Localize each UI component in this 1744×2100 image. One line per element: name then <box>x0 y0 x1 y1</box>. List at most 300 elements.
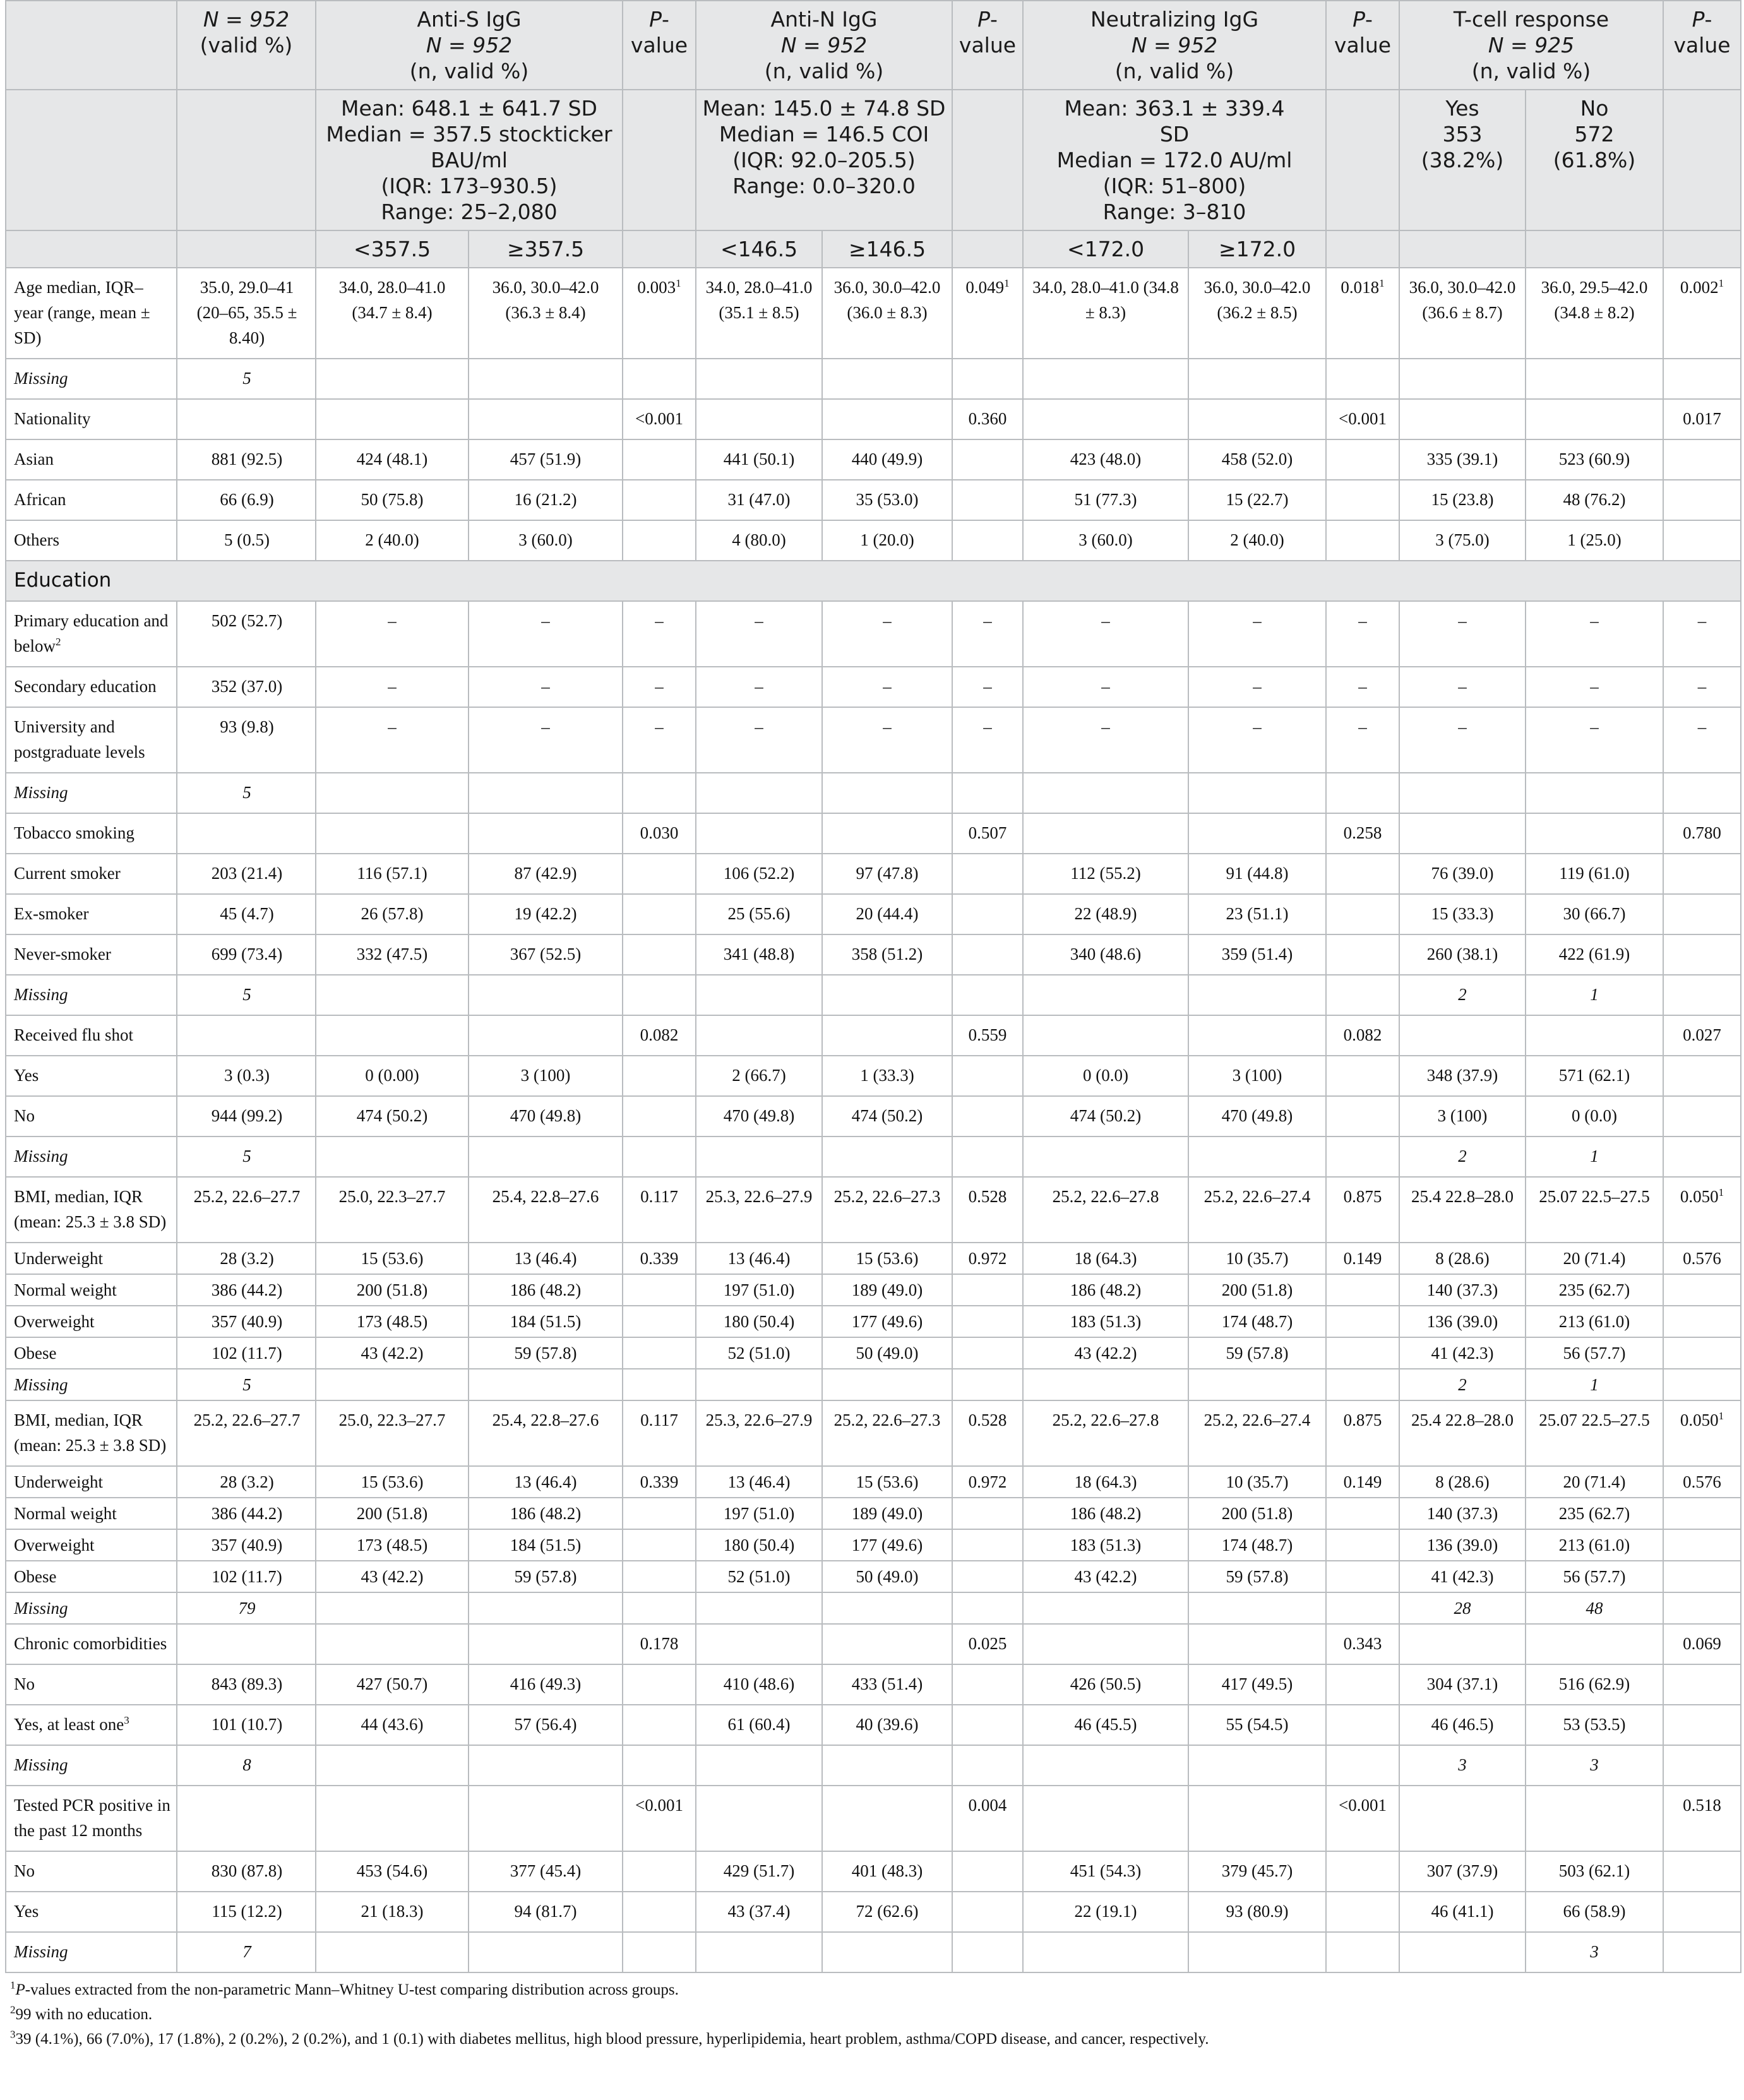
table-cell <box>177 1892 316 1932</box>
table-cell <box>1526 601 1663 667</box>
table-cell <box>1663 854 1741 894</box>
row-label <box>6 1664 177 1705</box>
table-cell <box>1326 1932 1399 1972</box>
table-cell <box>623 1337 696 1369</box>
row-label-text: Ex-smoker <box>14 904 89 923</box>
table-cell <box>696 1705 822 1745</box>
anti-n-summary <box>696 90 952 230</box>
cell-value: 235 (62.7) <box>1558 1504 1630 1523</box>
table-cell <box>1399 601 1526 667</box>
table-cell <box>822 667 952 707</box>
table-cell <box>1188 1592 1326 1624</box>
cell-value: 59 (57.8) <box>514 1344 577 1363</box>
table-cell <box>952 667 1023 707</box>
cell-value: 28 <box>1454 1599 1471 1618</box>
table-row <box>6 773 1741 813</box>
cell-value: – <box>1253 611 1262 630</box>
table-cell <box>1399 1498 1526 1529</box>
table-cell <box>316 1137 469 1177</box>
table-cell <box>1023 1529 1188 1561</box>
table-cell <box>177 1529 316 1561</box>
table-cell <box>623 268 696 359</box>
cell-value: 1 <box>1590 1375 1599 1394</box>
cell-value: 348 (37.9) <box>1426 1066 1498 1085</box>
cell-value: 31 (47.0) <box>727 490 791 509</box>
table-cell <box>952 1243 1023 1274</box>
table-cell <box>1663 1177 1741 1243</box>
cell-value: 440 (49.9) <box>851 450 923 468</box>
header-blank <box>1326 90 1399 230</box>
cell-value: 52 (51.0) <box>727 1567 791 1586</box>
table-cell <box>623 894 696 934</box>
cell-value: 427 (50.7) <box>356 1674 428 1693</box>
header-total: N = 952 (valid %) <box>177 1 316 90</box>
cell-value: 386 (44.2) <box>211 1280 283 1299</box>
cell-value: 43 (42.2) <box>1074 1344 1137 1363</box>
table-row <box>6 1561 1741 1592</box>
table-cell <box>1188 480 1326 520</box>
table-cell <box>469 1592 623 1624</box>
header-blank <box>1326 230 1399 268</box>
table-cell <box>696 480 822 520</box>
table-cell <box>316 359 469 399</box>
neutralizing-high-header: ≥172.0 <box>1188 230 1326 268</box>
table-cell <box>623 1932 696 1972</box>
cell-value: 25.0, 22.3–27.7 <box>338 1411 446 1429</box>
table-cell <box>952 1498 1023 1529</box>
table-cell <box>469 1664 623 1705</box>
table-cell <box>469 894 623 934</box>
table-cell <box>1399 1400 1526 1466</box>
table-cell <box>1023 359 1188 399</box>
table-cell <box>1326 707 1399 773</box>
table-cell <box>1526 1624 1663 1664</box>
cell-value: 0.049 <box>965 278 1005 297</box>
table-cell <box>1326 894 1399 934</box>
table-cell <box>1526 1851 1663 1892</box>
row-label-text: Missing <box>14 1755 68 1774</box>
cell-value: 0.339 <box>640 1472 679 1491</box>
table-cell <box>1023 1015 1188 1056</box>
cell-value: 0.875 <box>1343 1411 1382 1429</box>
table-cell <box>1663 1337 1741 1369</box>
cell-value: 25.2, 22.6–27.8 <box>1052 1411 1159 1429</box>
cell-value: 25.07 22.5–27.5 <box>1539 1187 1650 1206</box>
table-cell <box>1188 359 1326 399</box>
cell-value: – <box>755 677 763 696</box>
table-cell <box>1399 1892 1526 1932</box>
table-cell <box>822 1369 952 1400</box>
cell-value: <0.001 <box>1339 409 1387 428</box>
table-cell <box>822 1243 952 1274</box>
table-cell <box>316 813 469 854</box>
cell-value: 3 <box>1590 1755 1599 1774</box>
row-label <box>6 1015 177 1056</box>
cell-value: 25.2, 22.6–27.4 <box>1203 1411 1311 1429</box>
table-cell <box>822 1337 952 1369</box>
cell-value: 0.117 <box>640 1411 678 1429</box>
row-label <box>6 268 177 359</box>
row-label <box>6 1624 177 1664</box>
cell-value: 5 (0.5) <box>224 530 270 549</box>
table-cell <box>1023 1337 1188 1369</box>
cell-value: 59 (57.8) <box>514 1567 577 1586</box>
table-cell <box>1526 1015 1663 1056</box>
cell-value: 10 (35.7) <box>1226 1249 1289 1268</box>
table-cell <box>623 520 696 561</box>
cell-value: 115 (12.2) <box>212 1902 282 1921</box>
cell-value: 503 (62.1) <box>1558 1861 1630 1880</box>
cell-value: 25.2, 22.6–27.4 <box>1203 1187 1311 1206</box>
table-cell <box>1526 1137 1663 1177</box>
table-cell <box>1188 773 1326 813</box>
table-cell <box>623 1306 696 1337</box>
cell-value: 34.0, 28.0–41.0 (35.1 ± 8.5) <box>705 278 813 322</box>
cell-value: 457 (51.9) <box>510 450 582 468</box>
summary-line: (IQR: 51–800) <box>1102 174 1246 198</box>
table-cell <box>316 1096 469 1137</box>
cell-value: 357 (40.9) <box>211 1536 283 1554</box>
table-cell <box>1023 975 1188 1015</box>
cell-value: 0.069 <box>1683 1634 1721 1653</box>
cell-value: 523 (60.9) <box>1558 450 1630 468</box>
table-cell <box>1326 1561 1399 1592</box>
cell-value: 30 (66.7) <box>1563 904 1626 923</box>
cell-value: – <box>1697 677 1707 696</box>
cell-value: 335 (39.1) <box>1426 450 1498 468</box>
row-label-text: Obese <box>14 1344 57 1363</box>
table-cell <box>316 1177 469 1243</box>
table-cell <box>1188 1932 1326 1972</box>
table-cell <box>952 1015 1023 1056</box>
table-cell <box>1326 1400 1399 1466</box>
table-cell <box>469 1096 623 1137</box>
cell-value: <0.001 <box>635 1796 683 1815</box>
table-cell <box>623 1056 696 1096</box>
table-cell <box>1663 1745 1741 1786</box>
table-cell <box>1663 268 1741 359</box>
cell-value: 433 (51.4) <box>851 1674 923 1693</box>
cell-value: 36.0, 30.0–42.0 (36.2 ± 8.5) <box>1203 278 1311 322</box>
footnote-mark: 1 <box>1379 277 1385 289</box>
table-cell <box>623 1851 696 1892</box>
table-cell <box>177 854 316 894</box>
cell-value: 5 <box>242 369 251 388</box>
table-cell <box>1326 601 1399 667</box>
table-cell <box>1188 1664 1326 1705</box>
table-row <box>6 813 1741 854</box>
cell-value: 8 (28.6) <box>1435 1249 1490 1268</box>
table-cell <box>316 480 469 520</box>
row-label-text: Normal weight <box>14 1504 117 1523</box>
row-label-text: University and postgraduate levels <box>14 717 145 761</box>
table-cell <box>1023 934 1188 975</box>
footnote-number: 2 <box>10 2003 16 2016</box>
cell-value: – <box>755 611 763 630</box>
cell-value: – <box>655 611 664 630</box>
table-cell <box>952 894 1023 934</box>
table-cell <box>952 1400 1023 1466</box>
row-label-text: Yes <box>14 1066 39 1085</box>
table-cell <box>952 1177 1023 1243</box>
cell-value: 0.030 <box>640 823 679 842</box>
row-label-text: Tobacco smoking <box>14 823 134 842</box>
table-cell <box>1663 1400 1741 1466</box>
table-cell <box>1188 1015 1326 1056</box>
table-cell <box>177 1177 316 1243</box>
cell-value: – <box>1253 717 1262 736</box>
table-cell <box>1023 1243 1188 1274</box>
cell-value: 25.2, 22.6–27.7 <box>193 1411 301 1429</box>
table-cell <box>696 601 822 667</box>
cell-value: 0.507 <box>968 823 1007 842</box>
cell-value: 25.4 22.8–28.0 <box>1411 1411 1514 1429</box>
row-label <box>6 1705 177 1745</box>
footnote <box>10 2005 1740 2024</box>
table-cell <box>952 975 1023 1015</box>
table-cell <box>1326 1015 1399 1056</box>
cell-value: 3 (100) <box>520 1066 571 1085</box>
table-cell <box>623 1498 696 1529</box>
footnote-text: 99 with no education. <box>15 2006 153 2023</box>
cell-value: 53 (53.5) <box>1563 1715 1626 1734</box>
row-label-text: No <box>14 1674 35 1693</box>
table-cell <box>1663 399 1741 439</box>
table-cell <box>696 520 822 561</box>
table-cell <box>1526 1561 1663 1592</box>
results-table <box>5 0 1741 1973</box>
table-cell <box>822 520 952 561</box>
summary-line: Median = 357.5 stockticker BAU/ml <box>326 122 612 172</box>
table-cell <box>469 854 623 894</box>
cell-value: <0.001 <box>1339 1796 1387 1815</box>
table-cell <box>316 1529 469 1561</box>
table-cell <box>696 1137 822 1177</box>
cell-value: 0.082 <box>640 1025 679 1044</box>
table-cell <box>469 1137 623 1177</box>
cell-value: 119 (61.0) <box>1559 864 1630 883</box>
cell-value: 200 (51.8) <box>1221 1504 1293 1523</box>
row-label-text: Current smoker <box>14 864 121 883</box>
cell-value: 186 (48.2) <box>1070 1280 1142 1299</box>
table-cell <box>1399 1369 1526 1400</box>
table-cell <box>177 1369 316 1400</box>
table-cell <box>1023 1745 1188 1786</box>
table-cell <box>1663 1015 1741 1056</box>
table-cell <box>1399 1466 1526 1498</box>
table-cell <box>1663 1274 1741 1306</box>
table-cell <box>1188 1624 1326 1664</box>
cell-value: 0.082 <box>1343 1025 1382 1044</box>
table-cell <box>696 1274 822 1306</box>
cell-value: 0.972 <box>968 1249 1007 1268</box>
table-cell <box>469 934 623 975</box>
table-cell <box>1526 1056 1663 1096</box>
table-cell <box>1188 813 1326 854</box>
table-cell <box>1663 1529 1741 1561</box>
table-cell <box>623 1096 696 1137</box>
table-row <box>6 1243 1741 1274</box>
table-cell <box>469 1851 623 1892</box>
table-cell <box>469 667 623 707</box>
cell-value: 15 (53.6) <box>856 1472 919 1491</box>
cell-value: 55 (54.5) <box>1226 1715 1289 1734</box>
table-row <box>6 1745 1741 1786</box>
table-cell <box>1399 1624 1526 1664</box>
row-label <box>6 520 177 561</box>
table-cell <box>469 268 623 359</box>
table-cell <box>952 1592 1023 1624</box>
table-cell <box>316 601 469 667</box>
table-cell <box>822 1592 952 1624</box>
pvalue-value: value <box>630 33 688 57</box>
table-cell <box>1326 399 1399 439</box>
cell-value: 20 (71.4) <box>1563 1249 1626 1268</box>
table-cell <box>1023 1592 1188 1624</box>
table-cell <box>1399 1745 1526 1786</box>
row-label-text: BMI, median, IQR (mean: 25.3 ± 3.8 SD) <box>14 1411 167 1455</box>
cell-value: 41 (42.3) <box>1431 1567 1494 1586</box>
cell-value: 13 (46.4) <box>727 1472 791 1491</box>
table-cell <box>623 1369 696 1400</box>
table-row <box>6 1851 1741 1892</box>
table-cell <box>1188 1705 1326 1745</box>
table-cell <box>952 934 1023 975</box>
table-cell <box>1326 1529 1399 1561</box>
table-cell <box>822 1624 952 1664</box>
summary-line: Range: 25–2,080 <box>381 200 558 224</box>
table-cell <box>822 1015 952 1056</box>
cell-value: – <box>1697 717 1707 736</box>
table-cell <box>1023 773 1188 813</box>
cell-value: – <box>1590 611 1599 630</box>
row-label-text: Underweight <box>14 1472 103 1491</box>
table-cell <box>469 1498 623 1529</box>
header-blank <box>952 90 1023 230</box>
table-cell <box>1326 854 1399 894</box>
cell-value: – <box>655 677 664 696</box>
cell-value: – <box>1697 611 1707 630</box>
cell-value: 34.0, 28.0–41.0 (34.8 ± 8.3) <box>1032 278 1179 322</box>
table-cell <box>1188 1369 1326 1400</box>
table-cell <box>1188 1400 1326 1466</box>
table-cell <box>1663 667 1741 707</box>
table-cell <box>952 1851 1023 1892</box>
table-row <box>6 480 1741 520</box>
cell-value: 2 (66.7) <box>732 1066 786 1085</box>
pvalue-dash: - <box>989 7 998 32</box>
cell-value: – <box>983 717 992 736</box>
pvalue-p: P <box>1353 7 1365 32</box>
row-label <box>6 894 177 934</box>
table-cell <box>469 1400 623 1466</box>
cell-value: 15 (53.6) <box>856 1249 919 1268</box>
cell-value: 357 (40.9) <box>211 1312 283 1331</box>
neutralizing-low-header: <172.0 <box>1023 230 1188 268</box>
table-cell <box>1023 813 1188 854</box>
table-cell <box>1023 707 1188 773</box>
table-cell <box>469 1056 623 1096</box>
table-cell <box>696 399 822 439</box>
header-blank <box>6 90 177 230</box>
table-cell <box>623 667 696 707</box>
table-cell <box>623 439 696 480</box>
table-cell <box>177 268 316 359</box>
table-cell <box>952 601 1023 667</box>
table-cell <box>1526 1243 1663 1274</box>
summary-line: Range: 0.0–320.0 <box>732 174 916 198</box>
table-cell <box>1399 1056 1526 1096</box>
footnote-number: 3 <box>10 2028 16 2041</box>
table-cell <box>469 1705 623 1745</box>
cell-value: – <box>541 717 550 736</box>
table-cell <box>1326 1369 1399 1400</box>
table-cell <box>822 894 952 934</box>
table-cell <box>1526 1529 1663 1561</box>
cell-value: 502 (52.7) <box>211 611 283 630</box>
table-cell <box>822 854 952 894</box>
table-cell <box>469 1561 623 1592</box>
table-cell <box>822 975 952 1015</box>
cell-value: 2 <box>1458 985 1467 1004</box>
table-cell <box>822 1466 952 1498</box>
cell-value: 173 (48.5) <box>356 1536 428 1554</box>
table-cell <box>1023 1498 1188 1529</box>
row-label-text: Chronic comorbidities <box>14 1634 167 1653</box>
row-label <box>6 1400 177 1466</box>
cell-value: 13 (46.4) <box>514 1249 577 1268</box>
table-cell <box>316 667 469 707</box>
table-cell <box>316 1369 469 1400</box>
cell-value: 66 (58.9) <box>1563 1902 1626 1921</box>
cell-value: 458 (52.0) <box>1221 450 1293 468</box>
table-cell <box>1663 1892 1741 1932</box>
cell-value: 0.339 <box>640 1249 679 1268</box>
table-cell <box>1663 1624 1741 1664</box>
cell-value: – <box>1590 717 1599 736</box>
table-cell <box>952 1786 1023 1851</box>
table-cell <box>1526 1745 1663 1786</box>
table-cell <box>1399 359 1526 399</box>
summary-line: Mean: 648.1 ± 641.7 SD <box>341 96 597 121</box>
cell-value: 3 (0.3) <box>224 1066 270 1085</box>
cell-value: 474 (50.2) <box>356 1106 428 1125</box>
table-cell <box>623 359 696 399</box>
table-cell <box>952 1745 1023 1786</box>
table-cell <box>1526 1274 1663 1306</box>
cell-value: 417 (49.5) <box>1221 1674 1293 1693</box>
pvalue-value: value <box>959 33 1017 57</box>
cell-value: 5 <box>242 1375 251 1394</box>
table-cell <box>952 1306 1023 1337</box>
table-cell <box>696 1306 822 1337</box>
table-row <box>6 667 1741 707</box>
table-cell <box>1326 1592 1399 1624</box>
table-cell <box>1326 773 1399 813</box>
table-cell <box>623 1705 696 1745</box>
table-cell <box>1526 1466 1663 1498</box>
footnote-text: -values extracted from the non-parametric Mann–Whitney U-test comparing distribution across groups. <box>25 1981 679 1998</box>
row-label <box>6 1786 177 1851</box>
table-cell <box>177 975 316 1015</box>
table-cell <box>1326 1274 1399 1306</box>
table-cell <box>696 1337 822 1369</box>
table-cell <box>952 520 1023 561</box>
table-row <box>6 1932 1741 1972</box>
table-cell <box>623 601 696 667</box>
table-row <box>6 1306 1741 1337</box>
header-anti-s: Anti-S IgG N = 952 (n, valid %) <box>316 1 623 90</box>
